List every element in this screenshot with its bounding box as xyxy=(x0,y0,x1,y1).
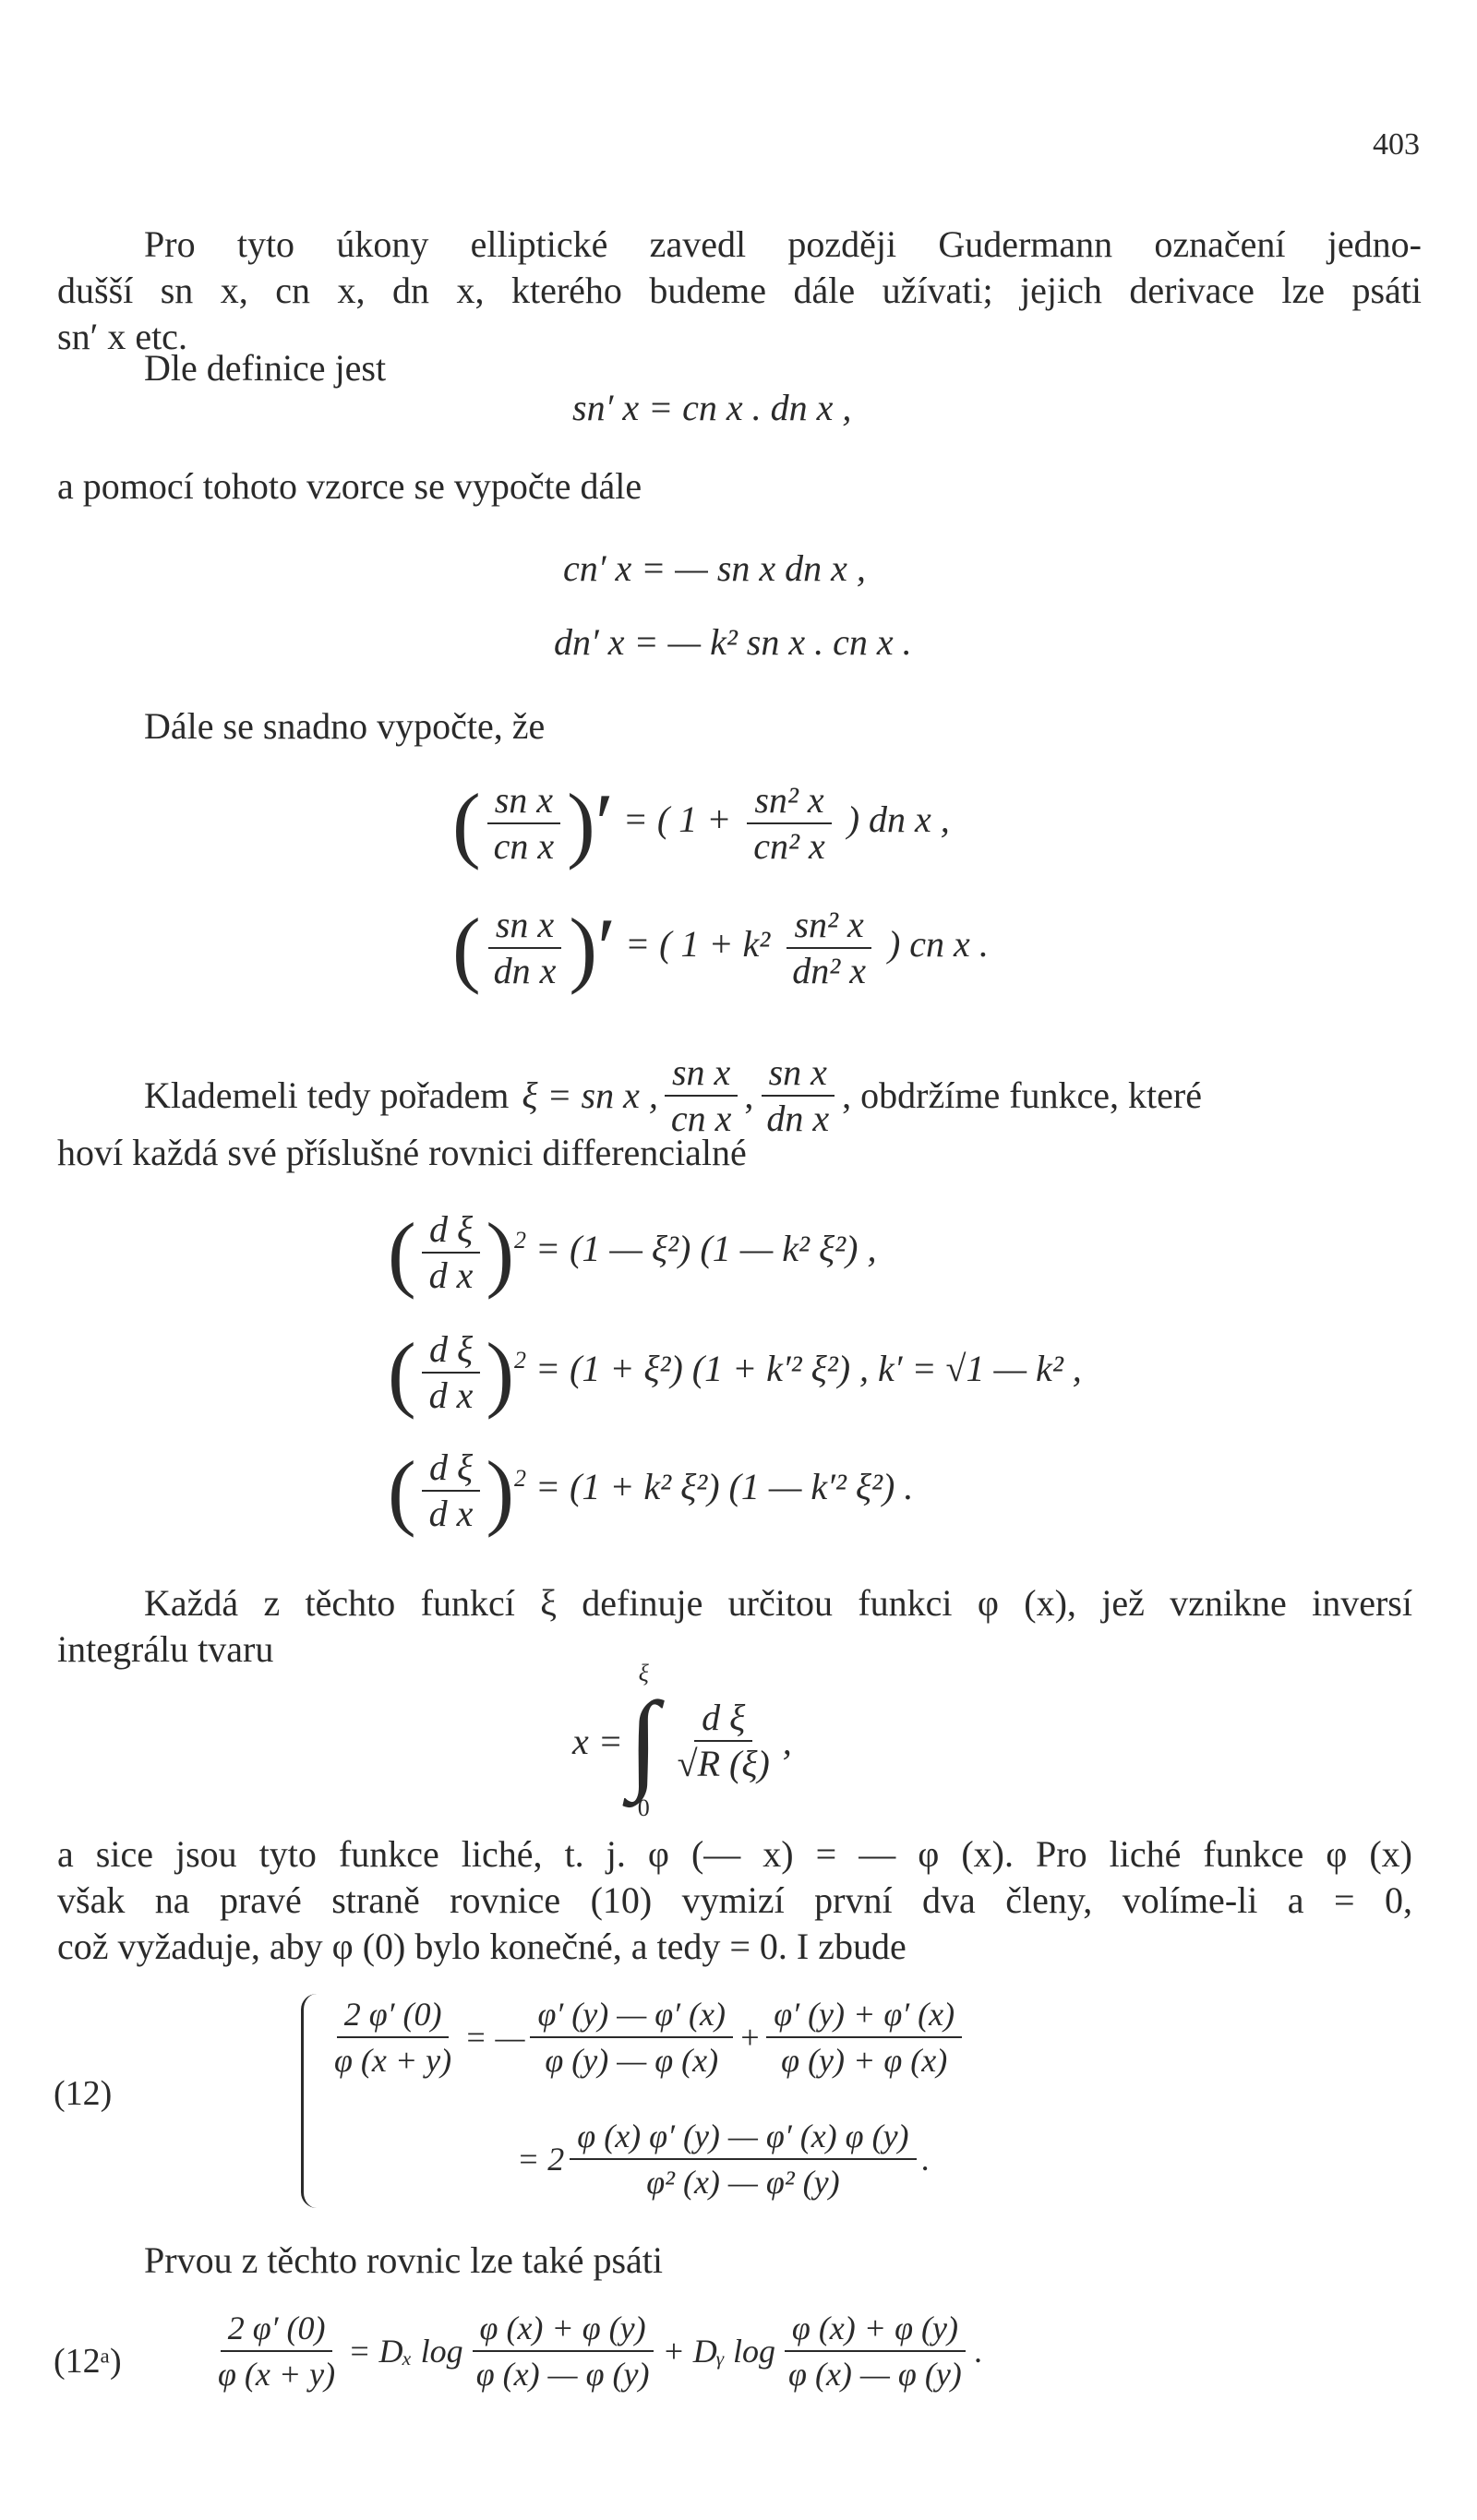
system-brace xyxy=(301,1994,317,2208)
equation-12a: $\frac{2 \varphi' (0)}{\varphi (x + y)}$ = Dₓ log $\frac{\varphi (x) + \varphi (y)}{\varphi (x) — \varphi (y)}$ + Dᵧ log $\frac{\varphi (x) + \varphi (y)}{\varphi (x) — \varphi (y)}$ . xyxy=(218,2310,983,2393)
paragraph-line: dušší sn x, cn x, dn x, kterého budeme dále užívati; jejich derivace lze psáti xyxy=(57,270,1422,311)
equation-system-line-2: = 2 $\frac{\varphi (x) \varphi' (y) — \varphi' (x) \varphi (y)}{\text{φ² (x) — φ² (y)}}$ . xyxy=(517,2118,931,2201)
paragraph-line: integrálu tvaru xyxy=(57,1628,274,1670)
paragraph-line: Pro tyto úkony elliptické zavedl později Gudermann označení jedno- xyxy=(144,223,1422,265)
paragraph-line: sn′ x etc. xyxy=(57,316,187,357)
equation-sn-over-cn: ( $\frac{\text{sn x}}{\text{cn x}}$ )′ = ( 1 + $\frac{\text{sn² x}}{\text{cn² x}}$ ) dn x , xyxy=(452,776,950,870)
equation-dn-derivative: dn′ x = — k² sn x . cn x . xyxy=(554,621,912,663)
equation-sn-derivative: sn′ x = cn x . dn x , xyxy=(572,387,852,428)
equation-cn-derivative: cn′ x = — sn x dn x , xyxy=(563,547,866,589)
text-segment: Klademeli tedy pořadem xyxy=(144,1074,510,1116)
equation-label-12: (12) xyxy=(54,2074,113,2113)
paragraph-line: Dle definice jest xyxy=(144,347,387,389)
paragraph-line: Dále se snadno vypočte, že xyxy=(144,705,546,747)
paragraph-line: však na pravé straně rovnice (10) vymizí první dva členy, volíme-li a = 0, xyxy=(57,1879,1412,1921)
equation-diff-1: ( $\frac{\text{d ξ}}{\text{d x}}$ )$^2$ = (1 — ξ²) (1 — k² ξ²) , xyxy=(388,1206,877,1300)
paragraph-line: Každá z těchto funkcí ξ definuje určitou funkci φ (x), jež vznikne inversí xyxy=(144,1582,1412,1624)
page-number: 403 xyxy=(1373,127,1420,162)
equation-system-line-1: $\frac{2 \varphi' (0)}{\varphi (x + y)}$ = — $\frac{\varphi' (y) — \varphi' (x)}{\varphi (y) — \varphi (x)}$ + $\frac{\varphi' (y) + \varphi' (x)}{\varphi (y) + \varphi (x)}$ xyxy=(321,1994,967,2081)
equation-diff-3: ( $\frac{\text{d ξ}}{\text{d x}}$ )$^2$ = (1 + k² ξ²) (1 — k′² ξ²) . xyxy=(388,1444,914,1538)
paragraph-line-klademeli: Klademeli tedy pořadem ξ = sn x , $\frac{\text{sn x}}{\text{cn x}}$ , $\frac{\text{sn x}}{\text{dn x}}$ , obdržíme funkce, které xyxy=(144,1051,1202,1139)
equation-sn-over-dn: ( $\frac{\text{sn x}}{\text{dn x}}$ )′ = ( 1 + k² $\frac{\text{sn² x}}{\text{dn² x}}$ ) cn x . xyxy=(452,901,989,995)
text-segment: , obdržíme funkce, které xyxy=(842,1074,1202,1116)
equation-label-12a: (12ᵃ) xyxy=(54,2342,122,2381)
equation-diff-2: ( $\frac{\text{d ξ}}{\text{d x}}$ )$^2$ = (1 + ξ²) (1 + k′² ξ²) , k′ = √1 — k² , xyxy=(388,1326,1082,1420)
equation-integral: x = ξ ∫ 0 $\frac{\text{d ξ}}{√R (\xi)}$ , xyxy=(572,1660,792,1821)
math-xi: ξ = sn x , xyxy=(522,1074,658,1116)
paragraph-line: což vyžaduje, aby φ (0) bylo konečné, a tedy = 0. I zbude xyxy=(57,1926,907,1967)
paragraph-line: a sice jsou tyto funkce liché, t. j. φ (— x) = — φ (x). Pro liché funkce φ (x) xyxy=(57,1833,1412,1875)
paragraph-line: Prvou z těchto rovnic lze také psáti xyxy=(144,2239,664,2281)
paragraph-line: a pomocí tohoto vzorce se vypočte dále xyxy=(57,465,642,507)
paragraph-line: hoví každá své příslušné rovnici differencialné xyxy=(57,1132,747,1173)
